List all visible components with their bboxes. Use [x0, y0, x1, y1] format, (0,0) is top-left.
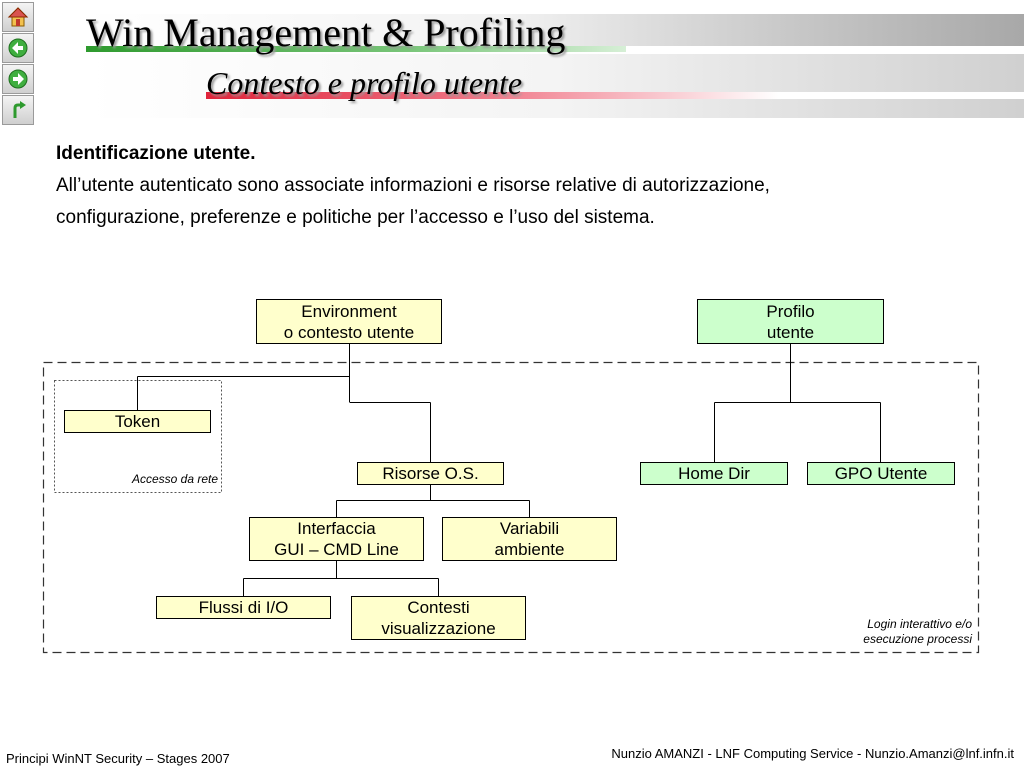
- contesti-line-1: Contesti: [407, 598, 470, 617]
- intro-line-1: All’utente autenticato sono associate informazioni e risorse relative di autorizzazione,: [56, 175, 770, 196]
- environment-line-2: o contesto utente: [283, 322, 415, 342]
- interfaccia-line-1: Interfaccia: [297, 519, 376, 538]
- login-note: [863, 617, 972, 647]
- variabili-box: [442, 517, 617, 561]
- variabili-line-2: ambiente: [494, 540, 565, 559]
- intro-heading: Identificazione utente.: [56, 143, 256, 164]
- login-note-line-2: esecuzione processi: [863, 632, 972, 646]
- token-label: Token: [114, 412, 161, 431]
- environment-line-1: Environment: [301, 301, 397, 321]
- token-box: [64, 410, 211, 433]
- intro-line-2: configurazione, preferenze e politiche per l’accesso e l’uso del sistema.: [56, 207, 655, 228]
- accesso-note: Accesso da rete: [131, 472, 218, 486]
- profilo-box: [697, 299, 884, 344]
- home-dir-label: Home Dir: [678, 464, 750, 483]
- footer-left: Principi WinNT Security – Stages 2007: [6, 751, 230, 766]
- flussi-label: Flussi di I/O: [198, 598, 289, 617]
- profilo-line-1: Profilo: [766, 301, 815, 321]
- gpo-utente-box: [807, 462, 955, 485]
- interfaccia-line-2: GUI – CMD Line: [274, 540, 399, 559]
- gpo-utente-label: GPO Utente: [834, 464, 928, 483]
- risorse-label: Risorse O.S.: [382, 464, 479, 483]
- home-dir-box: [640, 462, 788, 485]
- login-note-line-1: Login interattivo e/o: [867, 617, 972, 631]
- flussi-box: [156, 596, 331, 619]
- slide-title: Win Management & Profiling: [86, 10, 566, 55]
- variabili-line-1: Variabili: [499, 519, 560, 538]
- contesti-box: [351, 596, 526, 640]
- footer-right: Nunzio AMANZI - LNF Computing Service - Nunzio.Amanzi@lnf.infn.it: [611, 746, 1014, 761]
- risorse-box: [357, 462, 504, 485]
- contesti-line-2: visualizzazione: [381, 619, 496, 638]
- interfaccia-box: [249, 517, 424, 561]
- slide-subtitle: Contesto e profilo utente: [206, 65, 523, 101]
- environment-box: [256, 299, 442, 344]
- profilo-line-2: utente: [766, 322, 815, 342]
